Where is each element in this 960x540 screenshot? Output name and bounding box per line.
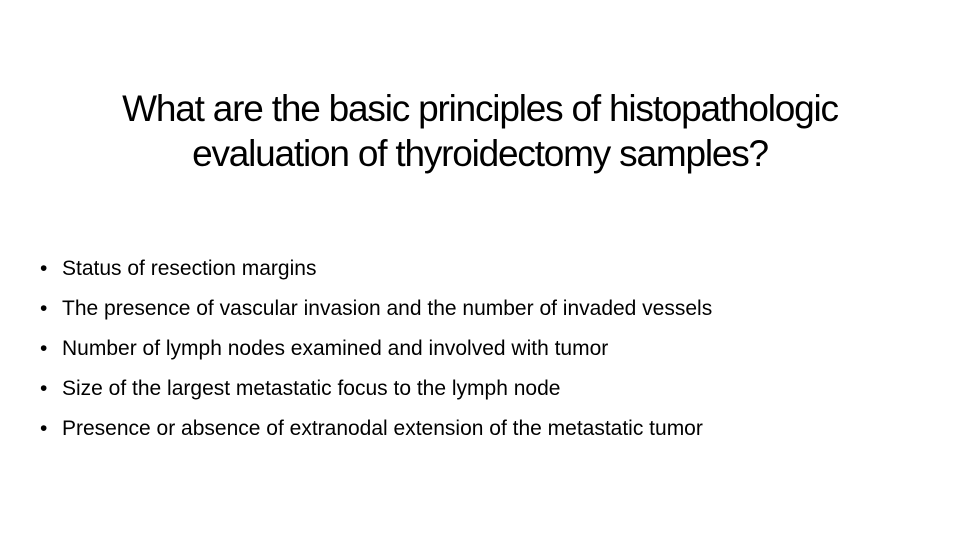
- bullet-item: [40, 249, 920, 289]
- bullet-text: Presence or absence of extranodal extension of the metastatic tumor: [62, 417, 703, 440]
- bullet-dot-icon: •: [40, 377, 48, 400]
- slide-title: [60, 86, 900, 176]
- bullet-dot-icon: •: [40, 337, 48, 360]
- bullet-item: [40, 289, 920, 329]
- bullet-dot-icon: •: [40, 417, 48, 440]
- bullet-text: Number of lymph nodes examined and involved with tumor: [62, 337, 609, 360]
- slide-title-line-1: What are the basic principles of histopathologic: [122, 88, 838, 129]
- bullet-item: [40, 369, 920, 409]
- bullet-text: The presence of vascular invasion and the number of invaded vessels: [62, 297, 713, 320]
- bullet-text: Size of the largest metastatic focus to the lymph node: [62, 377, 561, 400]
- bullet-item: [40, 329, 920, 369]
- slide-title-line-2: evaluation of thyroidectomy samples?: [192, 133, 768, 174]
- bullet-dot-icon: •: [40, 297, 48, 320]
- bullet-dot-icon: •: [40, 257, 48, 280]
- bullet-item: [40, 409, 920, 449]
- bullet-list: [40, 249, 920, 449]
- bullet-text: Status of resection margins: [62, 257, 317, 280]
